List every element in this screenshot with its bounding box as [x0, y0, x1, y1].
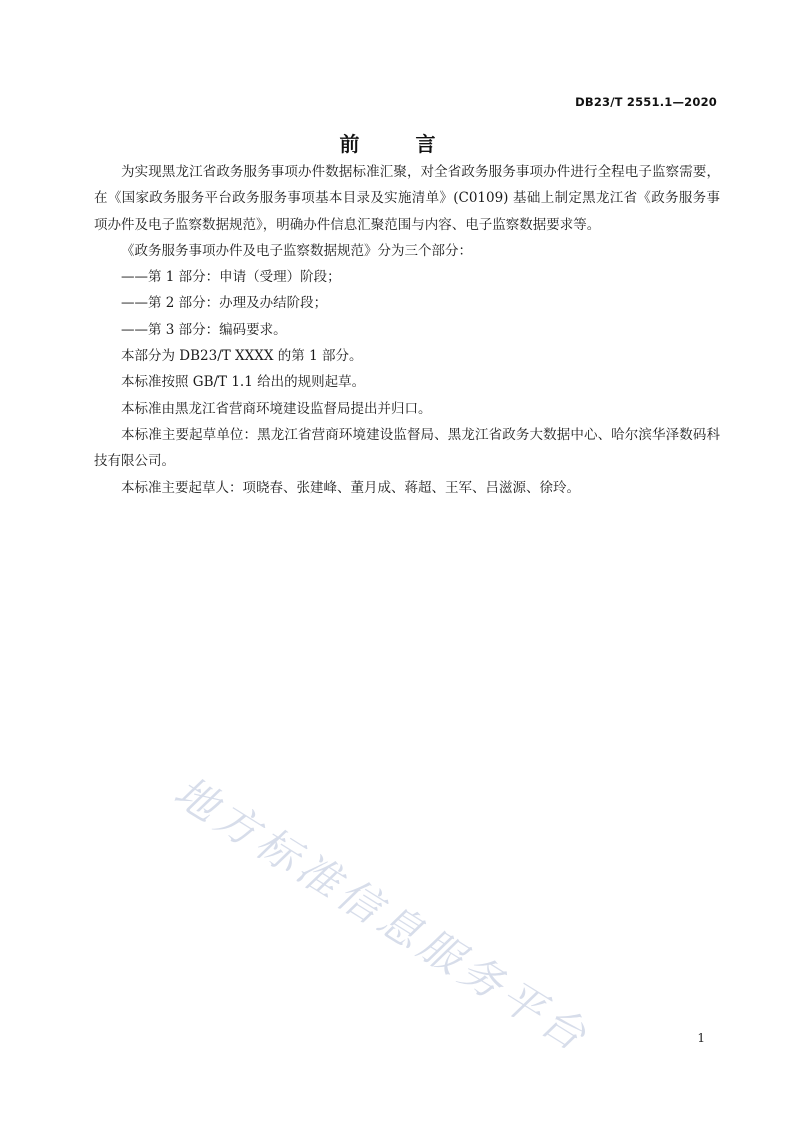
part-2-item: ——第 2 部分：办理及办结阶段；	[121, 295, 328, 312]
watermark-text: 地方标准信息服务平台	[165, 766, 599, 1063]
part-statement: 本部分为 DB23/T XXXX 的第 1 部分。	[121, 348, 363, 365]
page-number: 1	[697, 1031, 705, 1045]
foreword-title: 前 言	[339, 132, 454, 156]
standard-code: DB23/T 2551.1—2020	[575, 95, 717, 109]
intro-paragraph: 为实现黑龙江省政务服务事项办件数据标准汇聚，对全省政务服务事项办件进行全程电子监察需要，在《国家政务服务平台政务服务事项基本目录及实施清单》(C0109) 基础上制定黑龙江省《政务服务事项办件及电子监察数据规范》，明确办件信息汇聚范围与内容、电子监察数据要求等。	[94, 164, 720, 233]
parts-intro: 《政务服务事项办件及电子监察数据规范》分为三个部分：	[121, 242, 472, 259]
part-3-item: ——第 3 部分：编码要求。	[121, 321, 287, 338]
drafters: 本标准主要起草人：项晓春、张建峰、董月成、蒋超、王军、吕滋源、徐玲。	[121, 479, 580, 496]
part-1-item: ——第 1 部分：申请（受理）阶段；	[121, 269, 341, 286]
proposer-statement: 本标准由黑龙江省营商环境建设监督局提出并归口。	[121, 400, 432, 417]
drafting-units: 本标准主要起草单位：黑龙江省营商环境建设监督局、黑龙江省政务大数据中心、哈尔滨华泽数码科技有限公司。	[94, 426, 720, 470]
drafting-rules: 本标准按照 GB/T 1.1 给出的规则起草。	[121, 374, 366, 391]
foreword-body	[94, 159, 720, 501]
